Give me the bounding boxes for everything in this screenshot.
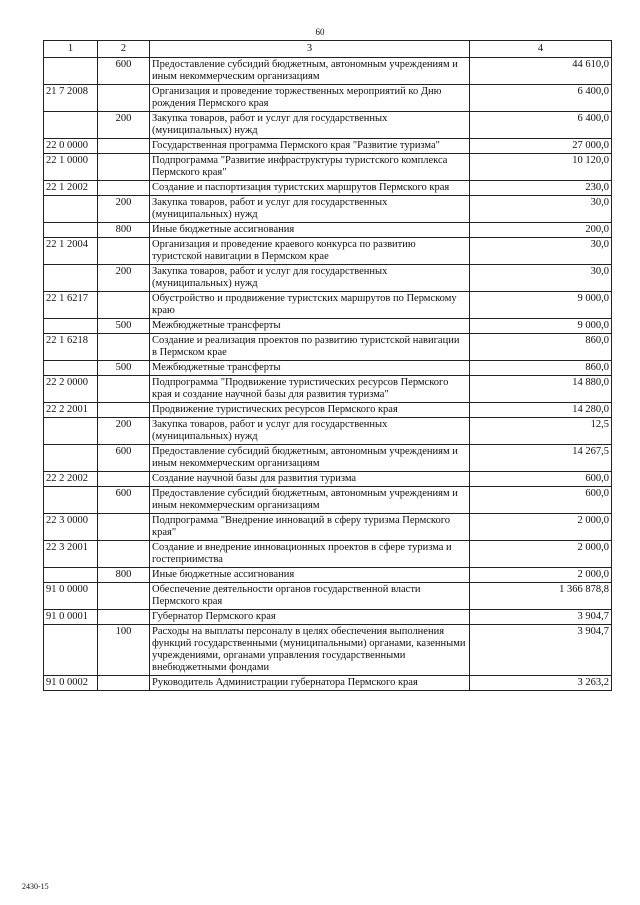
- row-expense-type: [98, 139, 150, 154]
- row-name: Создание и реализация проектов по развитию туристской навигации в Пермском крае: [150, 334, 470, 361]
- row-name: Подпрограмма "Развитие инфраструктуры туристского комплекса Пермского края": [150, 154, 470, 181]
- row-amount: 1 366 878,8: [470, 583, 612, 610]
- row-code: [44, 112, 98, 139]
- row-amount: 14 880,0: [470, 376, 612, 403]
- row-code: 22 2 0000: [44, 376, 98, 403]
- table-row: [44, 58, 612, 85]
- row-expense-type: 600: [98, 487, 150, 514]
- row-amount: 44 610,0: [470, 58, 612, 85]
- table-row: [44, 154, 612, 181]
- row-expense-type: [98, 238, 150, 265]
- row-code: [44, 223, 98, 238]
- row-code: [44, 196, 98, 223]
- row-name: Предоставление субсидий бюджетным, автономным учреждениям и иным некоммерческим организациям: [150, 445, 470, 472]
- table-row: [44, 223, 612, 238]
- table-row: [44, 196, 612, 223]
- row-code: [44, 418, 98, 445]
- row-code: 22 1 2004: [44, 238, 98, 265]
- row-name: Создание и паспортизация туристских маршрутов Пермского края: [150, 181, 470, 196]
- row-name: Создание научной базы для развития туризма: [150, 472, 470, 487]
- row-name: Создание и внедрение инновационных проектов в сфере туризма и гостеприимства: [150, 541, 470, 568]
- row-amount: 600,0: [470, 487, 612, 514]
- row-code: [44, 265, 98, 292]
- row-expense-type: 200: [98, 112, 150, 139]
- table-row: [44, 472, 612, 487]
- table-row: [44, 487, 612, 514]
- row-code: 22 1 6217: [44, 292, 98, 319]
- row-code: 22 1 6218: [44, 334, 98, 361]
- row-name: Предоставление субсидий бюджетным, автономным учреждениям и иным некоммерческим организациям: [150, 58, 470, 85]
- table-row: [44, 85, 612, 112]
- row-code: 91 0 0000: [44, 583, 98, 610]
- header-col-4: 4: [470, 41, 612, 58]
- table-row: [44, 376, 612, 403]
- row-amount: 600,0: [470, 472, 612, 487]
- row-expense-type: 600: [98, 445, 150, 472]
- row-amount: 860,0: [470, 361, 612, 376]
- table-row: [44, 238, 612, 265]
- table-row: [44, 625, 612, 676]
- row-name: Межбюджетные трансферты: [150, 361, 470, 376]
- row-name: Государственная программа Пермского края "Развитие туризма": [150, 139, 470, 154]
- row-name: Организация и проведение краевого конкурса по развитию туристской навигации в Пермском крае: [150, 238, 470, 265]
- row-name: Закупка товаров, работ и услуг для государственных (муниципальных) нужд: [150, 196, 470, 223]
- page-number: 60: [315, 27, 325, 37]
- table-row: [44, 610, 612, 625]
- row-amount: 14 267,5: [470, 445, 612, 472]
- row-name: Иные бюджетные ассигнования: [150, 568, 470, 583]
- row-name: Обустройство и продвижение туристских маршрутов по Пермскому краю: [150, 292, 470, 319]
- table-row: [44, 139, 612, 154]
- row-code: 22 2 2002: [44, 472, 98, 487]
- row-amount: 230,0: [470, 181, 612, 196]
- row-name: Предоставление субсидий бюджетным, автономным учреждениям и иным некоммерческим организациям: [150, 487, 470, 514]
- row-amount: 30,0: [470, 238, 612, 265]
- table-row: [44, 181, 612, 196]
- row-expense-type: [98, 292, 150, 319]
- row-expense-type: 500: [98, 361, 150, 376]
- row-code: [44, 319, 98, 334]
- row-expense-type: 200: [98, 265, 150, 292]
- row-expense-type: 200: [98, 418, 150, 445]
- row-expense-type: [98, 85, 150, 112]
- row-amount: 30,0: [470, 265, 612, 292]
- table-row: [44, 319, 612, 334]
- header-col-3: 3: [150, 41, 470, 58]
- row-amount: 10 120,0: [470, 154, 612, 181]
- row-code: 91 0 0001: [44, 610, 98, 625]
- row-amount: 30,0: [470, 196, 612, 223]
- row-expense-type: 100: [98, 625, 150, 676]
- footer-code: 2430-15: [22, 882, 49, 891]
- row-expense-type: [98, 334, 150, 361]
- row-amount: 9 000,0: [470, 292, 612, 319]
- row-amount: 3 904,7: [470, 610, 612, 625]
- row-amount: 2 000,0: [470, 541, 612, 568]
- row-expense-type: 200: [98, 196, 150, 223]
- row-amount: 2 000,0: [470, 514, 612, 541]
- row-expense-type: 500: [98, 319, 150, 334]
- row-name: Закупка товаров, работ и услуг для государственных (муниципальных) нужд: [150, 112, 470, 139]
- table-row: [44, 568, 612, 583]
- row-expense-type: [98, 472, 150, 487]
- table-row: [44, 403, 612, 418]
- table-row: [44, 583, 612, 610]
- table-row: [44, 676, 612, 691]
- table-row: [44, 265, 612, 292]
- row-expense-type: [98, 514, 150, 541]
- table-row: [44, 445, 612, 472]
- row-name: Подпрограмма "Внедрение инноваций в сферу туризма Пермского края": [150, 514, 470, 541]
- row-amount: 9 000,0: [470, 319, 612, 334]
- row-code: [44, 58, 98, 85]
- row-code: 22 2 2001: [44, 403, 98, 418]
- row-amount: 3 904,7: [470, 625, 612, 676]
- row-name: Продвижение туристических ресурсов Пермского края: [150, 403, 470, 418]
- row-amount: 200,0: [470, 223, 612, 238]
- row-expense-type: [98, 403, 150, 418]
- row-expense-type: [98, 376, 150, 403]
- table-row: [44, 361, 612, 376]
- row-amount: 6 400,0: [470, 85, 612, 112]
- row-name: Подпрограмма "Продвижение туристических ресурсов Пермского края и создание научной базы для развития туризма": [150, 376, 470, 403]
- row-code: 22 3 2001: [44, 541, 98, 568]
- header-col-1: 1: [44, 41, 98, 58]
- row-amount: 14 280,0: [470, 403, 612, 418]
- row-name: Закупка товаров, работ и услуг для государственных (муниципальных) нужд: [150, 265, 470, 292]
- table-row: [44, 112, 612, 139]
- row-expense-type: [98, 610, 150, 625]
- row-amount: 860,0: [470, 334, 612, 361]
- table-row: [44, 292, 612, 319]
- row-amount: 27 000,0: [470, 139, 612, 154]
- row-name: Межбюджетные трансферты: [150, 319, 470, 334]
- row-amount: 3 263,2: [470, 676, 612, 691]
- row-amount: 2 000,0: [470, 568, 612, 583]
- row-name: Обеспечение деятельности органов государственной власти Пермского края: [150, 583, 470, 610]
- row-code: [44, 361, 98, 376]
- row-expense-type: [98, 181, 150, 196]
- budget-table: [43, 40, 612, 691]
- row-code: [44, 445, 98, 472]
- row-expense-type: [98, 676, 150, 691]
- header-col-2: 2: [98, 41, 150, 58]
- row-name: Иные бюджетные ассигнования: [150, 223, 470, 238]
- row-expense-type: 600: [98, 58, 150, 85]
- row-expense-type: 800: [98, 568, 150, 583]
- row-code: [44, 625, 98, 676]
- row-expense-type: [98, 154, 150, 181]
- row-code: 21 7 2008: [44, 85, 98, 112]
- row-name: Расходы на выплаты персоналу в целях обеспечения выполнения функций государственными (муниципальными) органами, казенными учреждениями, органами управления государственными внебюджетными фондами: [150, 625, 470, 676]
- row-code: 22 0 0000: [44, 139, 98, 154]
- table-body: [44, 58, 612, 691]
- row-name: Закупка товаров, работ и услуг для государственных (муниципальных) нужд: [150, 418, 470, 445]
- row-amount: 12,5: [470, 418, 612, 445]
- table-row: [44, 418, 612, 445]
- row-code: [44, 568, 98, 583]
- header-row: [44, 41, 612, 58]
- row-code: [44, 487, 98, 514]
- row-name: Организация и проведение торжественных мероприятий ко Дню рождения Пермского края: [150, 85, 470, 112]
- table-row: [44, 541, 612, 568]
- row-name: Губернатор Пермского края: [150, 610, 470, 625]
- row-code: 91 0 0002: [44, 676, 98, 691]
- row-code: 22 1 2002: [44, 181, 98, 196]
- row-code: 22 1 0000: [44, 154, 98, 181]
- row-amount: 6 400,0: [470, 112, 612, 139]
- row-expense-type: [98, 583, 150, 610]
- row-expense-type: 800: [98, 223, 150, 238]
- row-expense-type: [98, 541, 150, 568]
- row-code: 22 3 0000: [44, 514, 98, 541]
- table-row: [44, 334, 612, 361]
- table-row: [44, 514, 612, 541]
- row-name: Руководитель Администрации губернатора Пермского края: [150, 676, 470, 691]
